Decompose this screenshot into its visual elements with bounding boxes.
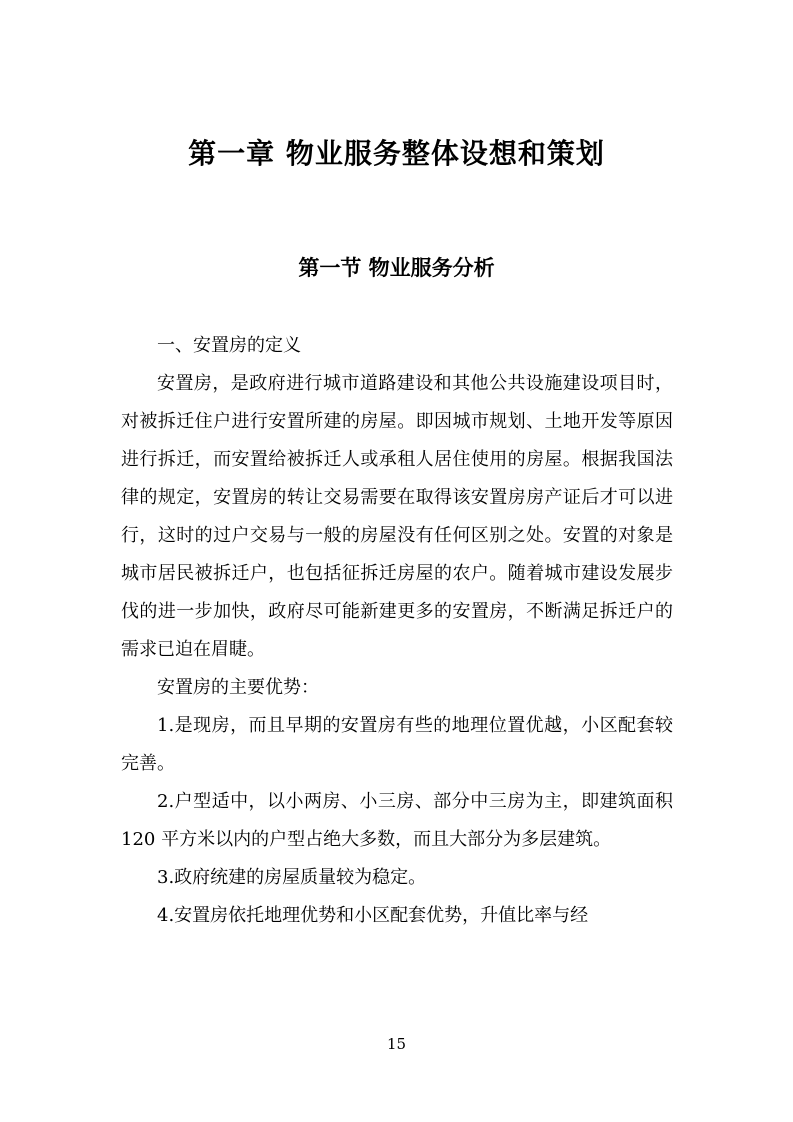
list-item: 2.户型适中，以小两房、小三房、部分中三房为主，即建筑面积 120 平方米以内的户型占绝大多数，而且大部分为多层建筑。	[121, 791, 673, 850]
list-item: 4.安置房依托地理优势和小区配套优势，升值比率与经	[157, 905, 589, 926]
advantages-intro: 安置房的主要优势：	[157, 677, 319, 698]
heading-definition: 一、安置房的定义	[157, 335, 301, 356]
paragraph-definition: 安置房，是政府进行城市道路建设和其他公共设施建设项目时，对被拆迁住户进行安置所建的房屋。即因城市规划、土地开发等原因进行拆迁，而安置给被拆迁人或承租人居住使用的房屋。根据我国法律的规定，安置房的转让交易需要在取得该安置房房产证后才可以进行，这时的过户交易与一般的房屋没有任何区别之处。安置的对象是城市居民被拆迁户，也包括征拆迁房屋的农户。随着城市建设发展步伐的进一步加快，政府尽可能新建更多的安置房，不断满足拆迁户的需求已迫在眉睫。	[121, 373, 673, 660]
body-text	[121, 327, 673, 935]
page-number: 15	[386, 1035, 407, 1053]
list-item: 1.是现房，而且早期的安置房有些的地理位置优越，小区配套较完善。	[121, 715, 673, 774]
list-item: 3.政府统建的房屋质量较为稳定。	[157, 867, 427, 888]
chapter-title: 第一章 物业服务整体设想和策划	[188, 137, 605, 170]
section-title: 第一节 物业服务分析	[298, 256, 495, 280]
